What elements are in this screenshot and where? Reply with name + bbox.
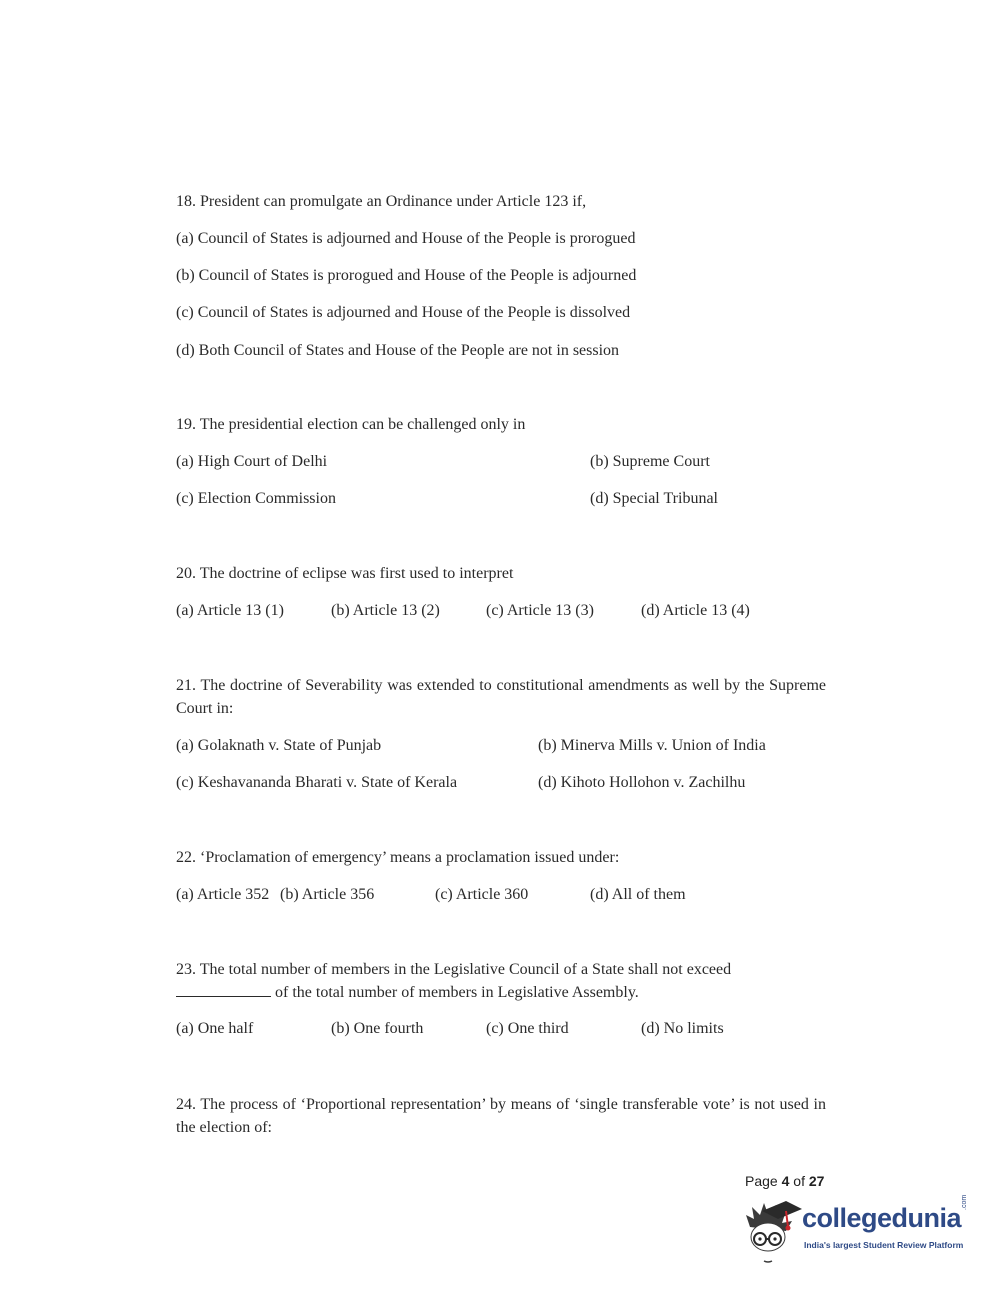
question-22 xyxy=(176,848,619,868)
question-number: 22. xyxy=(176,849,196,866)
question-text: ‘Proclamation of emergency’ means a proclamation issued under: xyxy=(200,849,620,866)
brand-suffix: .com xyxy=(961,1194,968,1210)
option: (b) Minerva Mills v. Union of India xyxy=(538,737,766,754)
mascot-icon xyxy=(742,1197,804,1267)
option: (b) Council of States is prorogued and House of the People is adjourned xyxy=(176,267,637,284)
question-text: The total number of members in the Legislative Council of a State shall not exceed xyxy=(199,961,732,978)
page-total: 27 xyxy=(808,1173,825,1189)
option: (c) Article 360 xyxy=(435,886,529,903)
question-18 xyxy=(176,192,586,212)
option: (a) Golaknath v. State of Punjab xyxy=(176,737,382,754)
question-text: The presidential election can be challenged only in xyxy=(199,416,526,433)
fill-in-blank xyxy=(176,982,271,997)
option: (d) Kihoto Hollohon v. Zachilhu xyxy=(538,774,746,791)
page-of: of xyxy=(793,1173,805,1189)
question-number: 23. xyxy=(176,961,196,978)
question-23 xyxy=(176,958,826,981)
question-number: 24. xyxy=(176,1096,196,1113)
question-text: President can promulgate an Ordinance under Article 123 if, xyxy=(200,193,587,210)
question-text: The doctrine of eclipse was first used to interpret xyxy=(199,565,514,582)
page-current: 4 xyxy=(781,1173,790,1189)
option: (c) Election Commission xyxy=(176,490,336,507)
option: (c) One third xyxy=(486,1020,569,1037)
question-19 xyxy=(176,415,525,435)
question-number: 19. xyxy=(176,416,196,433)
option: (d) No limits xyxy=(641,1020,724,1037)
option: (d) Special Tribunal xyxy=(590,490,718,507)
brand-tagline: India's largest Student Review Platform xyxy=(804,1240,964,1250)
option: (c) Article 13 (3) xyxy=(486,602,594,619)
option: (c) Council of States is adjourned and House of the People is dissolved xyxy=(176,304,631,321)
option: (d) Article 13 (4) xyxy=(641,602,750,619)
option: (b) Supreme Court xyxy=(590,453,710,470)
brand-name: collegedunia xyxy=(802,1203,962,1233)
question-text-cont: of the total number of members in Legislative Assembly. xyxy=(275,984,639,1001)
option: (b) Article 13 (2) xyxy=(331,602,440,619)
page-number xyxy=(745,1173,824,1189)
collegedunia-logo xyxy=(742,1194,972,1267)
question-number: 21. xyxy=(176,677,196,694)
page-label: Page xyxy=(745,1173,778,1189)
question-text: The doctrine of Severability was extended to constitutional amendments as well by the Supreme Court in: xyxy=(176,677,827,717)
option: (a) High Court of Delhi xyxy=(176,453,328,470)
question-number: 18. xyxy=(176,193,196,210)
option: (a) Article 352 xyxy=(176,886,270,903)
option: (d) Both Council of States and House of the People are not in session xyxy=(176,342,620,359)
question-number: 20. xyxy=(176,565,196,582)
question-text: The process of ‘Proportional representation’ by means of ‘single transferable vote’ is not used in the election of: xyxy=(176,1096,826,1136)
option: (a) One half xyxy=(176,1020,254,1037)
option: (b) Article 356 xyxy=(280,886,375,903)
option: (d) All of them xyxy=(590,886,686,903)
question-20 xyxy=(176,564,513,584)
question-23-cont xyxy=(176,982,639,1003)
option: (c) Keshavananda Bharati v. State of Kerala xyxy=(176,774,458,791)
question-24 xyxy=(176,1093,826,1139)
option: (b) One fourth xyxy=(331,1020,424,1037)
option: (a) Article 13 (1) xyxy=(176,602,284,619)
option: (a) Council of States is adjourned and House of the People is prorogued xyxy=(176,230,636,247)
question-21 xyxy=(176,674,826,720)
